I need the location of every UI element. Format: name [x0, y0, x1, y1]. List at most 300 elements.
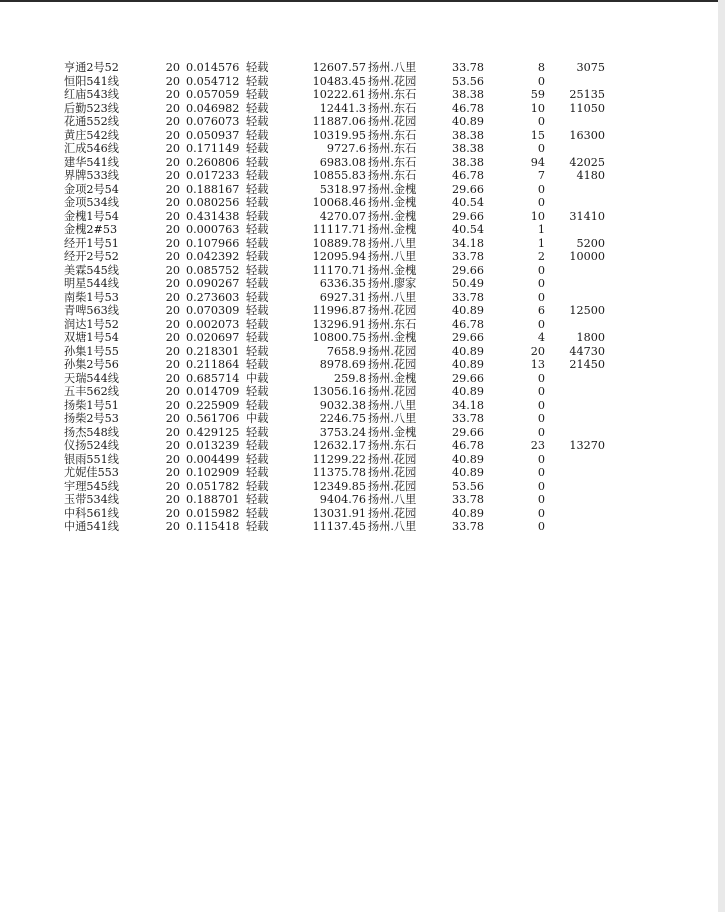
- area-cell: 扬州.东石: [368, 439, 417, 452]
- constant-cell: 20: [165, 169, 180, 182]
- constant-cell: 20: [165, 142, 180, 155]
- number-cell: 33.78: [451, 520, 484, 533]
- table-row: [0, 412, 718, 426]
- rate-cell: 0.188167: [186, 182, 240, 196]
- constant-cell: 20: [165, 101, 180, 115]
- constant-cell: 20: [165, 74, 180, 88]
- constant-cell: 20: [165, 331, 180, 344]
- table-row: [0, 61, 718, 75]
- number-cell: 46.78: [451, 169, 484, 182]
- line-name-cell: 双塘1号54: [64, 331, 119, 344]
- value-cell: 7658.9: [326, 344, 366, 358]
- area-cell: 扬州.金槐: [368, 209, 417, 223]
- rate-cell: 0.014709: [186, 385, 240, 398]
- constant-cell: 20: [165, 385, 180, 398]
- value-cell: 11996.87: [312, 304, 366, 317]
- load-type-cell: 轻载: [246, 520, 269, 533]
- value-cell: 10068.46: [312, 196, 366, 209]
- constant-cell: 20: [165, 439, 180, 452]
- rate-cell: 0.013239: [186, 439, 240, 452]
- rate-cell: 0.107966: [186, 236, 240, 250]
- line-name-cell: 扬杰548线: [64, 425, 119, 439]
- line-name-cell: 仪扬524线: [64, 439, 119, 452]
- area-cell: 扬州.花园: [368, 479, 417, 493]
- load-type-cell: 轻载: [246, 236, 269, 250]
- load-type-cell: 轻载: [246, 61, 269, 74]
- amount-cell: 31410: [569, 209, 605, 223]
- table-row: [0, 318, 718, 332]
- constant-cell: 20: [165, 358, 180, 371]
- rate-cell: 0.561706: [186, 412, 240, 425]
- count-cell: 0: [537, 466, 545, 479]
- constant-cell: 20: [165, 493, 180, 506]
- value-cell: 3753.24: [319, 425, 366, 439]
- line-name-cell: 扬柴2号53: [64, 412, 119, 425]
- load-type-cell: 轻载: [246, 101, 269, 115]
- line-name-cell: 青啤563线: [64, 304, 119, 317]
- value-cell: 12607.57: [312, 61, 366, 74]
- count-cell: 0: [537, 479, 545, 493]
- value-cell: 10800.75: [312, 331, 366, 344]
- number-cell: 33.78: [451, 290, 484, 304]
- count-cell: 8: [537, 61, 545, 74]
- line-name-cell: 亨通2号52: [64, 61, 119, 74]
- value-cell: 11887.06: [312, 115, 366, 128]
- number-cell: 40.54: [451, 223, 484, 236]
- rate-cell: 0.076073: [186, 115, 240, 128]
- number-cell: 38.38: [451, 142, 484, 155]
- value-cell: 13056.16: [312, 385, 366, 398]
- area-cell: 扬州.廖家: [368, 277, 417, 290]
- table-row: [0, 331, 718, 345]
- rate-cell: 0.090267: [186, 277, 240, 290]
- rate-cell: 0.260806: [186, 155, 240, 169]
- table-row: [0, 75, 718, 89]
- number-cell: 40.89: [451, 115, 484, 128]
- constant-cell: 20: [165, 263, 180, 277]
- constant-cell: 20: [165, 479, 180, 493]
- count-cell: 0: [537, 74, 545, 88]
- amount-cell: 5200: [576, 236, 605, 250]
- area-cell: 扬州.金槐: [368, 425, 417, 439]
- count-cell: 7: [537, 169, 545, 182]
- rate-cell: 0.054712: [186, 74, 240, 88]
- load-type-cell: 轻载: [246, 385, 269, 398]
- constant-cell: 20: [165, 115, 180, 128]
- rate-cell: 0.070309: [186, 304, 240, 317]
- table-row: [0, 183, 718, 197]
- load-type-cell: 轻载: [246, 155, 269, 169]
- value-cell: 6983.08: [319, 155, 366, 169]
- count-cell: 0: [537, 196, 545, 209]
- number-cell: 53.56: [451, 479, 484, 493]
- area-cell: 扬州.花园: [368, 358, 417, 371]
- value-cell: 6927.31: [319, 290, 366, 304]
- amount-cell: 21450: [569, 358, 605, 371]
- table-row: [0, 480, 718, 494]
- value-cell: 6336.35: [319, 277, 366, 290]
- constant-cell: 20: [165, 344, 180, 358]
- value-cell: 11137.45: [312, 520, 366, 533]
- rate-cell: 0.015982: [186, 506, 240, 520]
- area-cell: 扬州.东石: [368, 88, 417, 101]
- table-row: [0, 358, 718, 372]
- count-cell: 0: [537, 412, 545, 425]
- constant-cell: 20: [165, 425, 180, 439]
- area-cell: 扬州.八里: [368, 236, 417, 250]
- count-cell: 0: [537, 385, 545, 398]
- load-type-cell: 轻载: [246, 358, 269, 371]
- area-cell: 扬州.八里: [368, 520, 417, 533]
- number-cell: 38.38: [451, 88, 484, 101]
- table-row: [0, 210, 718, 224]
- count-cell: 59: [530, 88, 545, 101]
- amount-cell: 12500: [569, 304, 605, 317]
- value-cell: 9727.6: [326, 142, 366, 155]
- rate-cell: 0.057059: [186, 88, 240, 101]
- load-type-cell: 轻载: [246, 493, 269, 506]
- area-cell: 扬州.金槐: [368, 223, 417, 236]
- table-row: [0, 156, 718, 170]
- line-name-cell: 红庙543线: [64, 88, 119, 101]
- count-cell: 94: [530, 155, 545, 169]
- load-type-cell: 中载: [246, 412, 269, 425]
- table-row: [0, 439, 718, 453]
- amount-cell: 4180: [576, 169, 605, 182]
- line-name-cell: 明星544线: [64, 277, 119, 290]
- load-type-cell: 轻载: [246, 142, 269, 155]
- value-cell: 13031.91: [312, 506, 366, 520]
- amount-cell: 44730: [569, 344, 605, 358]
- constant-cell: 20: [165, 236, 180, 250]
- table-row: [0, 237, 718, 251]
- load-type-cell: 轻载: [246, 209, 269, 223]
- page-right-edge: [718, 0, 725, 912]
- value-cell: 11170.71: [312, 263, 366, 277]
- load-type-cell: 轻载: [246, 115, 269, 128]
- load-type-cell: 轻载: [246, 344, 269, 358]
- number-cell: 33.78: [451, 412, 484, 425]
- amount-cell: 16300: [569, 128, 605, 142]
- count-cell: 20: [530, 344, 545, 358]
- value-cell: 11299.22: [312, 452, 366, 466]
- load-type-cell: 轻载: [246, 74, 269, 88]
- table-row: [0, 115, 718, 129]
- area-cell: 扬州.花园: [368, 344, 417, 358]
- number-cell: 40.89: [451, 385, 484, 398]
- line-name-cell: 金项2号54: [64, 182, 119, 196]
- constant-cell: 20: [165, 182, 180, 196]
- load-type-cell: 轻载: [246, 466, 269, 479]
- rate-cell: 0.273603: [186, 290, 240, 304]
- constant-cell: 20: [165, 61, 180, 74]
- count-cell: 0: [537, 263, 545, 277]
- value-cell: 12349.85: [312, 479, 366, 493]
- area-cell: 扬州.金槐: [368, 331, 417, 344]
- value-cell: 12441.3: [319, 101, 366, 115]
- number-cell: 29.66: [451, 182, 484, 196]
- amount-cell: 1800: [576, 331, 605, 344]
- value-cell: 5318.97: [319, 182, 366, 196]
- number-cell: 29.66: [451, 209, 484, 223]
- value-cell: 4270.07: [319, 209, 366, 223]
- amount-cell: 25135: [569, 88, 605, 101]
- number-cell: 38.38: [451, 155, 484, 169]
- line-name-cell: 天瑞544线: [64, 371, 119, 385]
- line-name-cell: 五丰562线: [64, 385, 119, 398]
- count-cell: 0: [537, 506, 545, 520]
- table-row: [0, 520, 718, 534]
- count-cell: 0: [537, 317, 545, 331]
- load-type-cell: 轻载: [246, 250, 269, 263]
- load-type-cell: 轻载: [246, 88, 269, 101]
- load-type-cell: 轻载: [246, 425, 269, 439]
- area-cell: 扬州.花园: [368, 385, 417, 398]
- count-cell: 1: [537, 223, 545, 236]
- load-type-cell: 轻载: [246, 169, 269, 182]
- line-name-cell: 金槐2#53: [64, 223, 118, 236]
- table-row: [0, 142, 718, 156]
- count-cell: 0: [537, 493, 545, 506]
- number-cell: 34.18: [451, 398, 484, 412]
- number-cell: 40.89: [451, 344, 484, 358]
- value-cell: 11117.71: [312, 223, 366, 236]
- line-name-cell: 中通541线: [64, 520, 119, 533]
- number-cell: 29.66: [451, 263, 484, 277]
- count-cell: 6: [537, 304, 545, 317]
- count-cell: 0: [537, 371, 545, 385]
- count-cell: 4: [537, 331, 545, 344]
- rate-cell: 0.020697: [186, 331, 240, 344]
- area-cell: 扬州.金槐: [368, 371, 417, 385]
- load-type-cell: 轻载: [246, 398, 269, 412]
- load-type-cell: 中载: [246, 371, 269, 385]
- rate-cell: 0.004499: [186, 452, 240, 466]
- data-table: [0, 61, 718, 534]
- count-cell: 15: [530, 128, 545, 142]
- area-cell: 扬州.花园: [368, 452, 417, 466]
- count-cell: 10: [530, 101, 545, 115]
- constant-cell: 20: [165, 412, 180, 425]
- load-type-cell: 轻载: [246, 182, 269, 196]
- line-name-cell: 汇成546线: [64, 142, 119, 155]
- table-row: [0, 399, 718, 413]
- table-row: [0, 507, 718, 521]
- table-row: [0, 345, 718, 359]
- constant-cell: 20: [165, 290, 180, 304]
- value-cell: 8978.69: [319, 358, 366, 371]
- count-cell: 0: [537, 142, 545, 155]
- constant-cell: 20: [165, 398, 180, 412]
- line-name-cell: 孙集1号55: [64, 344, 119, 358]
- rate-cell: 0.431438: [186, 209, 240, 223]
- line-name-cell: 黄庄542线: [64, 128, 119, 142]
- line-name-cell: 界牌533线: [64, 169, 119, 182]
- load-type-cell: 轻载: [246, 331, 269, 344]
- amount-cell: 10000: [569, 250, 605, 263]
- area-cell: 扬州.东石: [368, 169, 417, 182]
- rate-cell: 0.051782: [186, 479, 240, 493]
- number-cell: 46.78: [451, 317, 484, 331]
- amount-cell: 13270: [569, 439, 605, 452]
- number-cell: 46.78: [451, 439, 484, 452]
- area-cell: 扬州.金槐: [368, 196, 417, 209]
- count-cell: 23: [530, 439, 545, 452]
- table-row: [0, 102, 718, 116]
- line-name-cell: 美霖545线: [64, 263, 119, 277]
- constant-cell: 20: [165, 371, 180, 385]
- count-cell: 0: [537, 398, 545, 412]
- load-type-cell: 轻载: [246, 128, 269, 142]
- number-cell: 53.56: [451, 74, 484, 88]
- table-row: [0, 453, 718, 467]
- line-name-cell: 恒阳541线: [64, 74, 119, 88]
- rate-cell: 0.046982: [186, 101, 240, 115]
- area-cell: 扬州.东石: [368, 317, 417, 331]
- constant-cell: 20: [165, 304, 180, 317]
- rate-cell: 0.042392: [186, 250, 240, 263]
- constant-cell: 20: [165, 506, 180, 520]
- constant-cell: 20: [165, 88, 180, 101]
- table-row: [0, 291, 718, 305]
- number-cell: 40.89: [451, 452, 484, 466]
- table-row: [0, 304, 718, 318]
- rate-cell: 0.085752: [186, 263, 240, 277]
- load-type-cell: 轻载: [246, 290, 269, 304]
- load-type-cell: 轻载: [246, 263, 269, 277]
- table-row: [0, 264, 718, 278]
- constant-cell: 20: [165, 196, 180, 209]
- line-name-cell: 玉带534线: [64, 493, 119, 506]
- line-name-cell: 后勤523线: [64, 101, 119, 115]
- number-cell: 29.66: [451, 425, 484, 439]
- page-top-border: [0, 0, 725, 2]
- amount-cell: 42025: [569, 155, 605, 169]
- load-type-cell: 轻载: [246, 439, 269, 452]
- area-cell: 扬州.金槐: [368, 263, 417, 277]
- area-cell: 扬州.东石: [368, 101, 417, 115]
- area-cell: 扬州.花园: [368, 506, 417, 520]
- number-cell: 40.89: [451, 304, 484, 317]
- area-cell: 扬州.八里: [368, 290, 417, 304]
- number-cell: 33.78: [451, 61, 484, 74]
- count-cell: 0: [537, 425, 545, 439]
- load-type-cell: 轻载: [246, 506, 269, 520]
- number-cell: 34.18: [451, 236, 484, 250]
- count-cell: 13: [530, 358, 545, 371]
- table-row: [0, 250, 718, 264]
- constant-cell: 20: [165, 520, 180, 533]
- rate-cell: 0.225909: [186, 398, 240, 412]
- number-cell: 29.66: [451, 331, 484, 344]
- value-cell: 9404.76: [319, 493, 366, 506]
- load-type-cell: 轻载: [246, 196, 269, 209]
- line-name-cell: 中科561线: [64, 506, 119, 520]
- line-name-cell: 扬柴1号51: [64, 398, 119, 412]
- value-cell: 12095.94: [312, 250, 366, 263]
- rate-cell: 0.188701: [186, 493, 240, 506]
- value-cell: 10222.61: [312, 88, 366, 101]
- rate-cell: 0.115418: [186, 520, 240, 533]
- line-name-cell: 银雨551线: [64, 452, 119, 466]
- table-row: [0, 129, 718, 143]
- table-row: [0, 223, 718, 237]
- table-row: [0, 385, 718, 399]
- area-cell: 扬州.金槐: [368, 182, 417, 196]
- constant-cell: 20: [165, 223, 180, 236]
- amount-cell: 3075: [576, 61, 605, 74]
- load-type-cell: 轻载: [246, 452, 269, 466]
- count-cell: 1: [537, 236, 545, 250]
- constant-cell: 20: [165, 452, 180, 466]
- line-name-cell: 南柴1号53: [64, 290, 119, 304]
- number-cell: 33.78: [451, 250, 484, 263]
- area-cell: 扬州.东石: [368, 128, 417, 142]
- rate-cell: 0.102909: [186, 466, 240, 479]
- rate-cell: 0.080256: [186, 196, 240, 209]
- line-name-cell: 经开1号51: [64, 236, 119, 250]
- line-name-cell: 润达1号52: [64, 317, 119, 331]
- constant-cell: 20: [165, 250, 180, 263]
- area-cell: 扬州.东石: [368, 142, 417, 155]
- value-cell: 10319.95: [312, 128, 366, 142]
- load-type-cell: 轻载: [246, 479, 269, 493]
- area-cell: 扬州.东石: [368, 155, 417, 169]
- area-cell: 扬州.花园: [368, 74, 417, 88]
- value-cell: 9032.38: [319, 398, 366, 412]
- line-name-cell: 金槐1号54: [64, 209, 119, 223]
- number-cell: 38.38: [451, 128, 484, 142]
- constant-cell: 20: [165, 155, 180, 169]
- number-cell: 33.78: [451, 493, 484, 506]
- constant-cell: 20: [165, 128, 180, 142]
- area-cell: 扬州.花园: [368, 466, 417, 479]
- rate-cell: 0.211864: [186, 358, 240, 371]
- constant-cell: 20: [165, 209, 180, 223]
- rate-cell: 0.002073: [186, 317, 240, 331]
- constant-cell: 20: [165, 317, 180, 331]
- table-row: [0, 466, 718, 480]
- rate-cell: 0.429125: [186, 425, 240, 439]
- count-cell: 0: [537, 182, 545, 196]
- rate-cell: 0.171149: [186, 142, 240, 155]
- load-type-cell: 轻载: [246, 304, 269, 317]
- count-cell: 10: [530, 209, 545, 223]
- count-cell: 0: [537, 115, 545, 128]
- line-name-cell: 金项534线: [64, 196, 119, 209]
- count-cell: 0: [537, 520, 545, 533]
- rate-cell: 0.017233: [186, 169, 240, 182]
- line-name-cell: 孙集2号56: [64, 358, 119, 371]
- table-row: [0, 277, 718, 291]
- count-cell: 2: [537, 250, 545, 263]
- table-row: [0, 372, 718, 386]
- area-cell: 扬州.八里: [368, 250, 417, 263]
- table-row: [0, 196, 718, 210]
- rate-cell: 0.000763: [186, 223, 240, 236]
- number-cell: 40.89: [451, 466, 484, 479]
- number-cell: 29.66: [451, 371, 484, 385]
- load-type-cell: 轻载: [246, 223, 269, 236]
- value-cell: 11375.78: [312, 466, 366, 479]
- count-cell: 0: [537, 452, 545, 466]
- value-cell: 12632.17: [312, 439, 366, 452]
- number-cell: 40.54: [451, 196, 484, 209]
- area-cell: 扬州.八里: [368, 61, 417, 74]
- number-cell: 40.89: [451, 358, 484, 371]
- area-cell: 扬州.八里: [368, 398, 417, 412]
- table-row: [0, 88, 718, 102]
